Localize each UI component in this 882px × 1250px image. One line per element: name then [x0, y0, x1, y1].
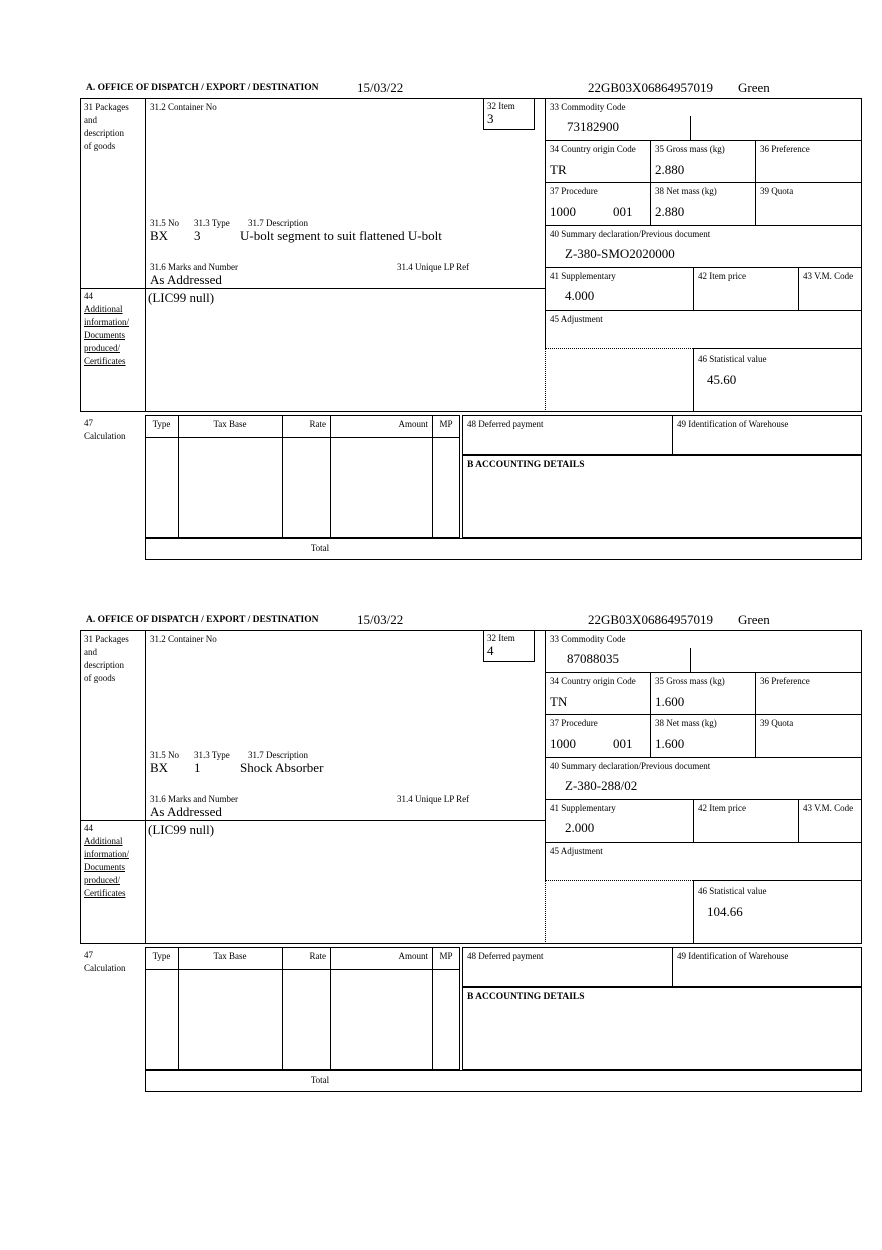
additional-info-value: (LIC99 null) [148, 822, 215, 837]
declaration-date: 15/03/22 [357, 612, 404, 627]
grid-line [693, 799, 694, 842]
item-price-label: 42 Item price [698, 271, 746, 281]
box44-label: 44 [84, 823, 93, 833]
calculation-label: 47 [84, 418, 93, 428]
package-no-value: BX [150, 228, 169, 243]
grid-line [178, 947, 179, 1070]
dotted-grid-line [545, 348, 693, 349]
grid-line [545, 182, 862, 183]
procedure-code2-value: 001 [613, 204, 633, 219]
gross-mass-value: 2.880 [655, 162, 685, 177]
box44-label: 44 [84, 291, 93, 301]
total-label: Total [310, 1075, 330, 1085]
box44-label: Certificates [84, 356, 126, 366]
marks-label: 31.6 Marks and Number [150, 262, 238, 272]
office-of-dispatch-header: A. OFFICE OF DISPATCH / EXPORT / DESTINATION [86, 83, 319, 93]
net-mass-label: 38 Net mass (kg) [655, 186, 717, 196]
tax-table [145, 947, 460, 1070]
unique-lp-ref-label: 31.4 Unique LP Ref [397, 262, 470, 272]
grid-line [545, 757, 862, 758]
package-no-value: BX [150, 760, 169, 775]
tax-base-header: Tax Base [213, 419, 247, 429]
box31-label: of goods [84, 673, 116, 683]
commodity-code-value: 73182900 [567, 119, 619, 134]
supplementary-label: 41 Supplementary [550, 803, 616, 813]
package-type-label: 31.3 Type [194, 218, 230, 228]
grid-line [545, 799, 862, 800]
vm-code-label: 43 V.M. Code [803, 803, 854, 813]
supplementary-value: 4.000 [565, 288, 595, 303]
commodity-code-separator [690, 648, 691, 672]
sad-form-copy [0, 610, 882, 1142]
tax-mp-header: MP [439, 419, 453, 429]
tax-table [145, 415, 460, 538]
grid-line [330, 947, 331, 1070]
package-no-label: 31.5 No [150, 218, 179, 228]
summary-declaration-value: Z-380-288/02 [565, 778, 638, 793]
tax-type-header: Type [152, 951, 171, 961]
procedure-code-value: 1000 [550, 204, 576, 219]
warehouse-id-label: 49 Identification of Warehouse [677, 419, 789, 429]
box31-label: and [84, 647, 97, 657]
preference-label: 36 Preference [760, 144, 810, 154]
sad-form-copy [0, 78, 882, 610]
grid-line [755, 672, 756, 757]
goods-description-value: U-bolt segment to suit flattened U-bolt [240, 228, 442, 243]
marks-label: 31.6 Marks and Number [150, 794, 238, 804]
box44-label: information/ [84, 849, 129, 859]
deferred-payment-label: 48 Deferred payment [467, 951, 544, 961]
statistical-value: 45.60 [707, 372, 737, 387]
package-type-value: 3 [194, 228, 201, 243]
grid-line [545, 672, 862, 673]
grid-line [145, 630, 146, 944]
mrn-value: 22GB03X06864957019 [588, 80, 713, 95]
container-no-label: 31.2 Container No [150, 102, 217, 112]
total-label: Total [310, 543, 330, 553]
box44-label: Certificates [84, 888, 126, 898]
gross-mass-label: 35 Gross mass (kg) [655, 144, 725, 154]
grid-line [80, 288, 545, 289]
grid-line [432, 947, 433, 1070]
statistical-value-label: 46 Statistical value [698, 886, 767, 896]
commodity-code-label: 33 Commodity Code [550, 634, 626, 644]
description-label: 31.7 Description [248, 218, 308, 228]
tax-rate-header: Rate [309, 419, 326, 429]
procedure-code-value: 1000 [550, 736, 576, 751]
gross-mass-label: 35 Gross mass (kg) [655, 676, 725, 686]
preference-label: 36 Preference [760, 676, 810, 686]
dotted-grid-line [545, 880, 546, 942]
calculation-label: 47 [84, 950, 93, 960]
tax-mp-header: MP [439, 951, 453, 961]
procedure-label: 37 Procedure [550, 186, 598, 196]
box31-label: of goods [84, 141, 116, 151]
tax-type-header: Type [152, 419, 171, 429]
tax-base-header: Tax Base [213, 951, 247, 961]
commodity-code-separator [690, 116, 691, 140]
grid-line [650, 672, 651, 757]
summary-declaration-value: Z-380-SMO2020000 [565, 246, 675, 261]
box44-label: Additional [84, 836, 123, 846]
office-of-dispatch-header: A. OFFICE OF DISPATCH / EXPORT / DESTINATION [86, 615, 319, 625]
procedure-label: 37 Procedure [550, 718, 598, 728]
marks-value: As Addressed [150, 804, 222, 819]
tax-amount-header: Amount [398, 419, 428, 429]
quota-label: 39 Quota [760, 186, 794, 196]
grid-line [693, 267, 694, 310]
item-price-label: 42 Item price [698, 803, 746, 813]
vm-code-label: 43 V.M. Code [803, 271, 854, 281]
commodity-code-value: 87088035 [567, 651, 619, 666]
dotted-grid-line [545, 880, 693, 881]
container-no-label: 31.2 Container No [150, 634, 217, 644]
grid-line [693, 880, 862, 881]
grid-line [693, 348, 694, 412]
grid-line [545, 714, 862, 715]
description-label: 31.7 Description [248, 750, 308, 760]
procedure-code2-value: 001 [613, 736, 633, 751]
grid-line [798, 267, 799, 310]
adjustment-label: 45 Adjustment [550, 314, 603, 324]
supplementary-label: 41 Supplementary [550, 271, 616, 281]
grid-line [145, 969, 460, 970]
supplementary-value: 2.000 [565, 820, 595, 835]
summary-declaration-label: 40 Summary declaration/Previous document [550, 761, 711, 771]
grid-line [693, 348, 862, 349]
country-origin-label: 34 Country origin Code [550, 676, 636, 686]
grid-line [672, 947, 673, 987]
mrn-value: 22GB03X06864957019 [588, 612, 713, 627]
marks-value: As Addressed [150, 272, 222, 287]
box31-label: 31 Packages [84, 102, 129, 112]
grid-line [755, 140, 756, 225]
grid-line [432, 415, 433, 538]
box44-label: information/ [84, 317, 129, 327]
grid-line [545, 310, 862, 311]
item-number-label: 32 Item [487, 101, 515, 111]
net-mass-label: 38 Net mass (kg) [655, 718, 717, 728]
grid-line [282, 415, 283, 538]
dotted-grid-line [545, 348, 546, 410]
grid-line [145, 98, 146, 412]
summary-declaration-label: 40 Summary declaration/Previous document [550, 229, 711, 239]
gross-mass-value: 1.600 [655, 694, 685, 709]
item-number-label: 32 Item [487, 633, 515, 643]
deferred-payment-label: 48 Deferred payment [467, 419, 544, 429]
item-detail-box [80, 630, 862, 944]
country-origin-value: TN [550, 694, 568, 709]
calculation-label: Calculation [84, 963, 126, 973]
quota-label: 39 Quota [760, 718, 794, 728]
grid-line [330, 415, 331, 538]
grid-line [80, 820, 545, 821]
unique-lp-ref-label: 31.4 Unique LP Ref [397, 794, 470, 804]
grid-line [672, 415, 673, 455]
box44-label: Additional [84, 304, 123, 314]
box44-label: Documents [84, 330, 125, 340]
box44-label: Documents [84, 862, 125, 872]
grid-line [545, 225, 862, 226]
calculation-label: Calculation [84, 431, 126, 441]
routing-status: Green [738, 80, 770, 95]
warehouse-id-label: 49 Identification of Warehouse [677, 951, 789, 961]
grid-line [545, 842, 862, 843]
box44-label: produced/ [84, 875, 120, 885]
accounting-details-label: B ACCOUNTING DETAILS [467, 992, 585, 1002]
package-type-value: 1 [194, 760, 201, 775]
commodity-code-label: 33 Commodity Code [550, 102, 626, 112]
country-origin-value: TR [550, 162, 567, 177]
box31-label: 31 Packages [84, 634, 129, 644]
grid-line [798, 799, 799, 842]
adjustment-label: 45 Adjustment [550, 846, 603, 856]
routing-status: Green [738, 612, 770, 627]
tax-rate-header: Rate [309, 951, 326, 961]
package-no-label: 31.5 No [150, 750, 179, 760]
additional-info-value: (LIC99 null) [148, 290, 215, 305]
package-type-label: 31.3 Type [194, 750, 230, 760]
statistical-value: 104.66 [707, 904, 743, 919]
accounting-details-label: B ACCOUNTING DETAILS [467, 460, 585, 470]
grid-line [545, 267, 862, 268]
box44-label: produced/ [84, 343, 120, 353]
item-number-value: 3 [487, 111, 494, 126]
grid-line [178, 415, 179, 538]
goods-description-value: Shock Absorber [240, 760, 324, 775]
box31-label: and [84, 115, 97, 125]
grid-line [545, 140, 862, 141]
item-detail-box [80, 98, 862, 412]
box31-label: description [84, 660, 124, 670]
declaration-date: 15/03/22 [357, 80, 404, 95]
statistical-value-label: 46 Statistical value [698, 354, 767, 364]
grid-line [145, 437, 460, 438]
tax-amount-header: Amount [398, 951, 428, 961]
box31-label: description [84, 128, 124, 138]
grid-line [282, 947, 283, 1070]
grid-line [693, 880, 694, 944]
net-mass-value: 2.880 [655, 204, 685, 219]
country-origin-label: 34 Country origin Code [550, 144, 636, 154]
item-number-value: 4 [487, 643, 494, 658]
grid-line [650, 140, 651, 225]
net-mass-value: 1.600 [655, 736, 685, 751]
